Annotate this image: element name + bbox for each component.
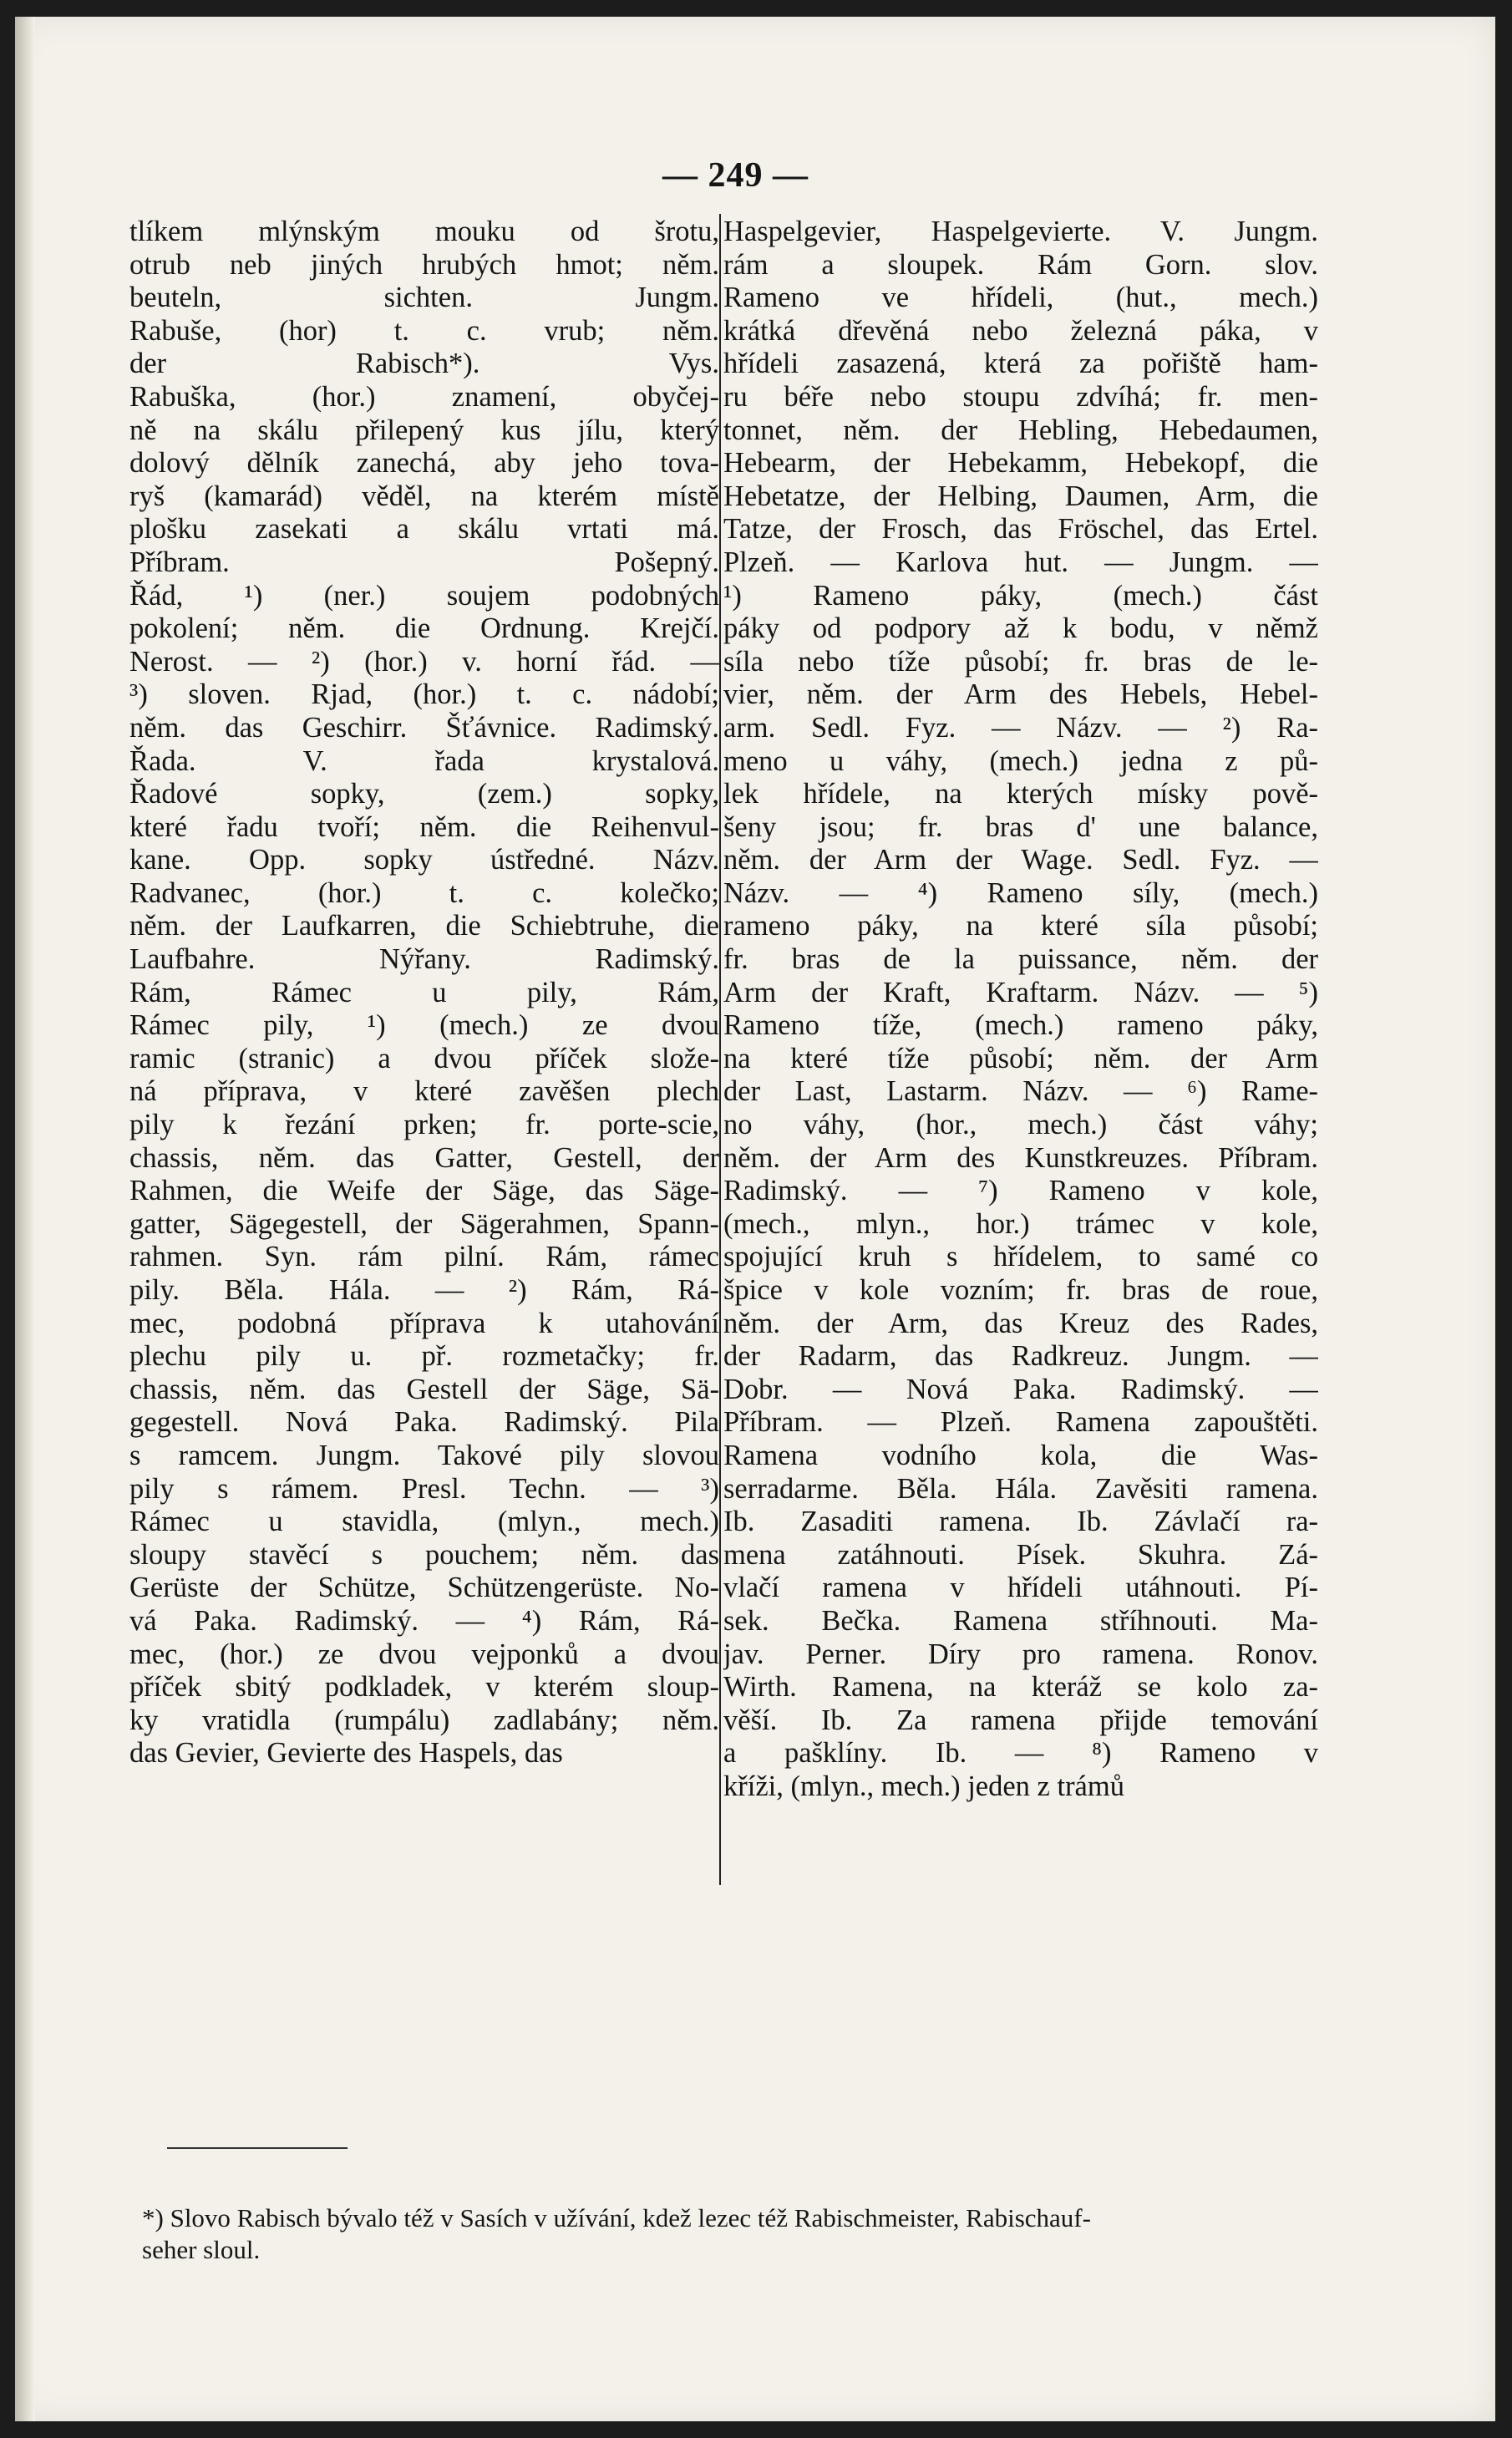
- right-column-line: Radimský. — ⁷) Rameno v kole,: [723, 1175, 1318, 1207]
- right-column-line: kříži, (mlyn., mech.) jeden z trámů: [723, 1770, 1124, 1802]
- left-column-line: plošku zasekati a skálu vrtati má.: [129, 513, 719, 546]
- left-column-line: pokolení; něm. die Ordnung. Krejčí.: [129, 612, 719, 645]
- right-column-line: Ramena vodního kola, die Was-: [723, 1439, 1318, 1471]
- left-column-line: ky vratidla (rumpálu) zadlabány; něm.: [129, 1704, 719, 1736]
- right-column-line: ¹) Rameno páky, (mech.) část: [723, 579, 1318, 612]
- left-column-line: mec, (hor.) ze dvou vejponků a dvou: [129, 1638, 719, 1670]
- left-column: [129, 216, 719, 1770]
- right-column-line: Příbram. — Plzeň. Ramena zapouštěti.: [723, 1406, 1318, 1439]
- left-column-line: Rabuše, (hor) t. c. vrub; něm.: [129, 314, 719, 347]
- left-column-line: rahmen. Syn. rám pilní. Rám, rámec: [129, 1241, 719, 1273]
- dictionary-page: [15, 17, 1495, 2421]
- left-column-line: příček sbitý podkladek, v kterém sloup-: [129, 1671, 719, 1704]
- right-column-line: ru béře nebo stoupu zdvíhá; fr. men-: [723, 380, 1318, 413]
- left-column-line: Rabuška, (hor.) znamení, obyčej-: [129, 380, 719, 413]
- right-column-line: Haspelgevier, Haspelgevierte. V. Jungm.: [723, 216, 1318, 247]
- right-column-line: Hebetatze, der Helbing, Daumen, Arm, die: [723, 480, 1318, 512]
- right-column-line: špice v kole vozním; fr. bras de roue,: [723, 1274, 1318, 1306]
- footnote-line: seher sloul.: [142, 2235, 261, 2264]
- right-column-line: něm. der Arm, das Kreuz des Rades,: [723, 1307, 1318, 1339]
- left-column-line: ně na skálu přilepený kus jílu, který: [129, 414, 719, 446]
- left-column-line: vá Paka. Radimský. — ⁴) Rám, Rá-: [129, 1604, 719, 1637]
- left-column-line: Řada. V. řada krystalová.: [129, 744, 719, 777]
- right-column-line: serradarme. Běla. Hála. Zavěsiti ramena.: [723, 1472, 1318, 1505]
- left-column-line: Rámec pily, ¹) (mech.) ze dvou: [129, 1009, 719, 1042]
- right-column: [723, 216, 1318, 1804]
- right-column-line: meno u váhy, (mech.) jedna z pů-: [723, 744, 1318, 777]
- right-column-line: na které tíže působí; něm. der Arm: [723, 1042, 1318, 1074]
- right-column-line: no váhy, (hor., mech.) část váhy;: [723, 1109, 1318, 1141]
- right-column-line: Arm der Kraft, Kraftarm. Názv. — ⁵): [723, 976, 1318, 1008]
- right-column-line: (mech., mlyn., hor.) trámec v kole,: [723, 1207, 1318, 1240]
- right-column-line: páky od podpory až k bodu, v němž: [723, 612, 1318, 645]
- left-column-line: ³) sloven. Rjad, (hor.) t. c. nádobí;: [129, 678, 719, 711]
- left-column-line: otrub neb jiných hrubých hmot; něm.: [129, 248, 719, 281]
- right-column-line: něm. der Arm des Kunstkreuzes. Příbram.: [723, 1141, 1318, 1174]
- right-column-line: něm. der Arm der Wage. Sedl. Fyz. —: [723, 844, 1318, 876]
- right-column-line: Rameno ve hřídeli, (hut., mech.): [723, 282, 1318, 314]
- left-column-line: s ramcem. Jungm. Takové pily slovou: [129, 1439, 719, 1471]
- left-column-line: Radvanec, (hor.) t. c. kolečko;: [129, 876, 719, 909]
- right-column-line: věší. Ib. Za ramena přijde temování: [723, 1704, 1318, 1736]
- right-column-line: Názv. — ⁴) Rameno síly, (mech.): [723, 876, 1318, 909]
- right-column-line: Dobr. — Nová Paka. Radimský. —: [723, 1373, 1318, 1405]
- right-column-line: vlačí ramena v hřídeli utáhnouti. Pí-: [723, 1572, 1318, 1604]
- right-column-line: fr. bras de la puissance, něm. der: [723, 943, 1318, 976]
- left-column-line: beuteln, sichten. Jungm.: [129, 282, 719, 314]
- left-column-line: pily k řezání prken; fr. porte-scie,: [129, 1109, 719, 1141]
- left-column-line: Gerüste der Schütze, Schützengerüste. No-: [129, 1572, 719, 1604]
- left-column-line: které řadu tvoří; něm. die Reihenvul-: [129, 810, 719, 843]
- right-column-line: Tatze, der Frosch, das Fröschel, das Ertel.: [723, 513, 1318, 546]
- left-column-line: chassis, něm. das Gestell der Säge, Sä-: [129, 1373, 719, 1405]
- right-column-line: vier, něm. der Arm des Hebels, Hebel-: [723, 678, 1318, 711]
- right-column-line: spojující kruh s hřídelem, to samé co: [723, 1241, 1318, 1273]
- right-column-line: a pašklíny. Ib. — ⁸) Rameno v: [723, 1737, 1318, 1770]
- left-column-line: Rámec u stavidla, (mlyn., mech.): [129, 1506, 719, 1538]
- right-column-line: mena zatáhnouti. Písek. Skuhra. Zá-: [723, 1538, 1318, 1571]
- column-divider: [719, 214, 721, 1885]
- right-column-line: der Last, Lastarm. Názv. — ⁶) Rame-: [723, 1075, 1318, 1108]
- right-column-line: rameno páky, na které síla působí;: [723, 910, 1318, 942]
- left-column-line: Řadové sopky, (zem.) sopky,: [129, 778, 719, 810]
- left-column-line: něm. der Laufkarren, die Schiebtruhe, die: [129, 910, 719, 942]
- right-column-line: Plzeň. — Karlova hut. — Jungm. —: [723, 546, 1318, 578]
- footnote-rule: [167, 2147, 348, 2149]
- left-column-line: der Rabisch*). Vys.: [129, 348, 719, 380]
- right-column-line: šeny jsou; fr. bras d' une balance,: [723, 810, 1318, 843]
- left-column-line: ná příprava, v které zavěšen plech: [129, 1075, 719, 1108]
- left-column-line: chassis, něm. das Gatter, Gestell, der: [129, 1141, 719, 1174]
- right-column-line: sek. Bečka. Ramena stříhnouti. Ma-: [723, 1604, 1318, 1637]
- right-column-line: lek hřídele, na kterých mísky pově-: [723, 778, 1318, 810]
- left-column-line: ryš (kamarád) věděl, na kterém místě: [129, 480, 719, 512]
- left-column-line: Řád, ¹) (ner.) soujem podobných: [129, 579, 719, 612]
- left-column-line: gegestell. Nová Paka. Radimský. Pila: [129, 1406, 719, 1439]
- left-column-line: Rahmen, die Weife der Säge, das Säge-: [129, 1175, 719, 1207]
- right-column-line: der Radarm, das Radkreuz. Jungm. —: [723, 1340, 1318, 1373]
- left-column-line: das Gevier, Gevierte des Haspels, das: [129, 1737, 563, 1770]
- left-column-line: ramic (stranic) a dvou příček slože-: [129, 1042, 719, 1074]
- right-column-line: krátká dřevěná nebo železná páka, v: [723, 314, 1318, 347]
- right-column-line: Wirth. Ramena, na kteráž se kolo za-: [723, 1671, 1318, 1704]
- left-column-line: Nerost. — ²) (hor.) v. horní řád. —: [129, 645, 719, 678]
- right-column-line: arm. Sedl. Fyz. — Názv. — ²) Ra-: [723, 711, 1318, 744]
- left-column-line: dolový dělník zanechá, aby jeho tova-: [129, 447, 719, 480]
- right-column-line: Hebearm, der Hebekamm, Hebekopf, die: [723, 447, 1318, 480]
- book-spine-shadow: [15, 17, 35, 2421]
- left-column-line: Rám, Rámec u pily, Rám,: [129, 976, 719, 1008]
- left-column-line: pily s rámem. Presl. Techn. — ³): [129, 1472, 719, 1505]
- right-column-line: Ib. Zasaditi ramena. Ib. Závlačí ra-: [723, 1506, 1318, 1538]
- right-column-line: hřídeli zasazená, která za pořiště ham-: [723, 348, 1318, 380]
- left-column-line: pily. Běla. Hála. — ²) Rám, Rá-: [129, 1274, 719, 1306]
- left-column-line: něm. das Geschirr. Šťávnice. Radimský.: [129, 711, 719, 744]
- left-column-line: Příbram. Pošepný.: [129, 546, 719, 578]
- left-column-line: Laufbahre. Nýřany. Radimský.: [129, 943, 719, 976]
- left-column-line: mec, podobná příprava k utahování: [129, 1307, 719, 1339]
- right-column-line: Rameno tíže, (mech.) rameno páky,: [723, 1009, 1318, 1042]
- right-column-line: jav. Perner. Díry pro ramena. Ronov.: [723, 1638, 1318, 1670]
- left-column-line: sloupy stavěcí s pouchem; něm. das: [129, 1538, 719, 1571]
- right-column-line: síla nebo tíže působí; fr. bras de le-: [723, 645, 1318, 678]
- left-column-line: plechu pily u. př. rozmetačky; fr.: [129, 1340, 719, 1373]
- page-number: — 249 —: [662, 156, 809, 195]
- right-column-line: tonnet, něm. der Hebling, Hebedaumen,: [723, 414, 1318, 446]
- left-column-line: kane. Opp. sopky ústředné. Názv.: [129, 844, 719, 876]
- left-column-line: gatter, Sägegestell, der Sägerahmen, Spann-: [129, 1207, 719, 1240]
- left-column-line: tlíkem mlýnským mouku od šrotu,: [129, 216, 719, 247]
- right-column-line: rám a sloupek. Rám Gorn. slov.: [723, 248, 1318, 281]
- footnote-line: *) Slovo Rabisch bývalo též v Sasích v užívání, kdež lezec též Rabischmeister, Rabischauf-: [142, 2203, 1091, 2232]
- footnote: [142, 2202, 1312, 2266]
